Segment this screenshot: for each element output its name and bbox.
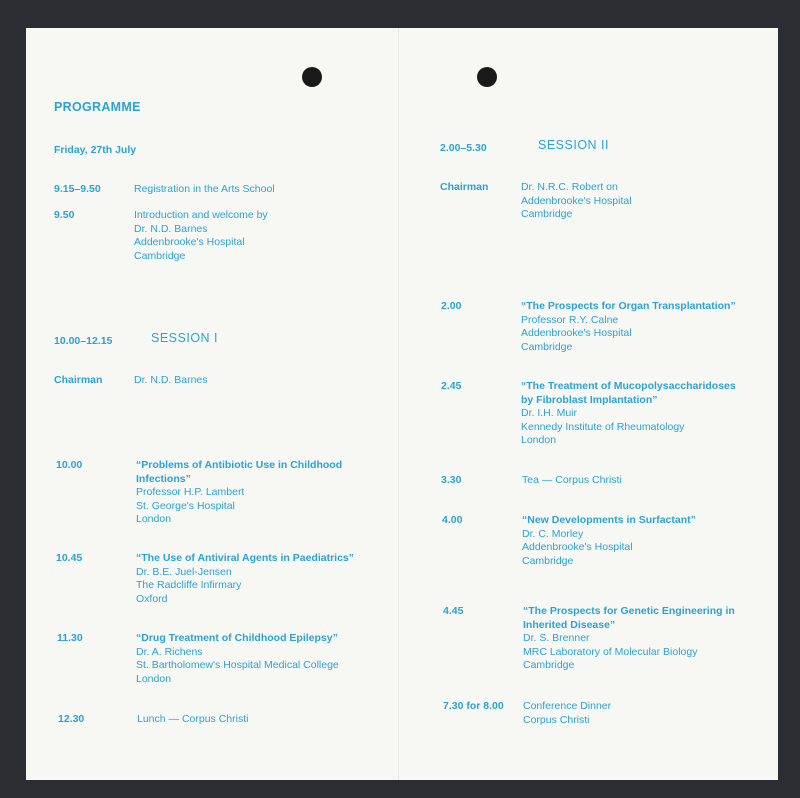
chairman-line: Cambridge — [521, 208, 573, 221]
talk-title: “Drug Treatment of Childhood Epilepsy” — [136, 632, 338, 644]
talk-title: “New Developments in Surfactant” — [522, 514, 696, 526]
speaker-line: Dr. A. Richens — [136, 645, 203, 658]
talk-title: Inherited Disease” — [523, 618, 616, 631]
speaker-line: Dr. I.H. Muir — [521, 407, 578, 420]
talk-time: 2.45 — [441, 380, 462, 392]
date-heading: Friday, 27th July — [54, 144, 137, 156]
chairman-name: Dr. N.D. Barnes — [134, 374, 208, 386]
intro-time: 9.50 — [54, 209, 75, 221]
speaker-line: Professor H.P. Lambert — [136, 486, 245, 499]
speaker-line: Professor R.Y. Calne — [521, 313, 619, 326]
speaker-line: Addenbrooke's Hospital — [521, 327, 632, 340]
speaker-line: London — [136, 672, 172, 685]
speaker-line: Oxford — [136, 592, 168, 605]
lunch-text: Lunch — Corpus Christi — [137, 713, 249, 725]
dinner-line: Conference Dinner — [523, 700, 612, 712]
session-2-time: 2.00–5.30 — [440, 142, 487, 154]
intro-block — [134, 209, 268, 263]
intro-line: Cambridge — [134, 249, 186, 262]
chairman-line: Dr. N.R.C. Robert on — [521, 181, 618, 193]
session-1-title: SESSION I — [151, 331, 219, 345]
speaker-line: St. Bartholomew's Hospital Medical College — [136, 659, 339, 672]
session-2-title: SESSION II — [538, 138, 609, 152]
talk-block — [521, 300, 736, 354]
talk-title: “The Prospects for Organ Transplantation” — [521, 300, 736, 312]
speaker-line: Cambridge — [521, 340, 573, 353]
talk-block — [521, 380, 736, 448]
speaker-line: Dr. C. Morley — [522, 527, 584, 540]
tea-text: Tea — Corpus Christi — [522, 474, 622, 486]
dinner-block — [523, 700, 611, 727]
talk-title: Infections” — [136, 472, 191, 485]
talk-time: 10.45 — [56, 552, 83, 564]
talk-title: “The Use of Antiviral Agents in Paediatrics” — [136, 552, 355, 564]
intro-line: Addenbrooke's Hospital — [134, 236, 245, 249]
speaker-line: London — [521, 434, 557, 447]
speaker-line: Cambridge — [522, 554, 574, 567]
talk-title: “Problems of Antibiotic Use in Childhood — [136, 459, 343, 471]
chairman-label: Chairman — [440, 181, 489, 193]
talk-time: 10.00 — [56, 459, 83, 471]
talk-block — [136, 632, 339, 686]
talk-block — [523, 605, 735, 673]
session-1-time: 10.00–12.15 — [54, 335, 113, 347]
talk-block — [136, 552, 354, 606]
lunch-time: 12.30 — [58, 713, 85, 725]
speaker-line: Addenbrooke's Hospital — [522, 541, 633, 554]
intro-line: Introduction and welcome by — [134, 209, 268, 221]
talk-title: “The Treatment of Mucopolysaccharidoses — [521, 380, 736, 392]
talk-title: by Fibroblast Implantation” — [521, 393, 658, 406]
registration-time: 9.15–9.50 — [54, 183, 101, 195]
tea-time: 3.30 — [441, 474, 462, 486]
punch-hole — [477, 67, 497, 87]
talk-title: “The Prospects for Genetic Engineering in — [523, 605, 735, 617]
talk-time: 11.30 — [57, 632, 83, 644]
speaker-line: Dr. B.E. Juel-Jensen — [136, 565, 232, 578]
speaker-line: MRC Laboratory of Molecular Biology — [523, 645, 698, 658]
talk-time: 2.00 — [441, 300, 462, 312]
speaker-line: Cambridge — [523, 659, 575, 672]
intro-line: Dr. N.D. Barnes — [134, 222, 208, 235]
speaker-line: The Radcliffe Infirmary — [136, 579, 242, 592]
speaker-line: Dr. S. Brenner — [523, 632, 590, 645]
talk-block — [136, 459, 342, 527]
dinner-line: Corpus Christi — [523, 713, 590, 726]
talk-time: 4.00 — [442, 514, 463, 526]
chairman-line: Addenbrooke's Hospital — [521, 194, 632, 207]
page-title: PROGRAMME — [54, 100, 141, 114]
talk-block — [522, 514, 696, 568]
punch-hole — [302, 67, 322, 87]
speaker-line: London — [136, 513, 172, 526]
chairman-block — [521, 181, 632, 222]
speaker-line: St. George's Hospital — [136, 499, 235, 512]
registration-text: Registration in the Arts School — [134, 183, 275, 195]
dinner-time: 7.30 for 8.00 — [443, 700, 504, 712]
talk-time: 4.45 — [443, 605, 464, 617]
fold-line — [398, 28, 399, 780]
speaker-line: Kennedy Institute of Rheumatology — [521, 420, 685, 433]
chairman-label: Chairman — [54, 374, 103, 386]
